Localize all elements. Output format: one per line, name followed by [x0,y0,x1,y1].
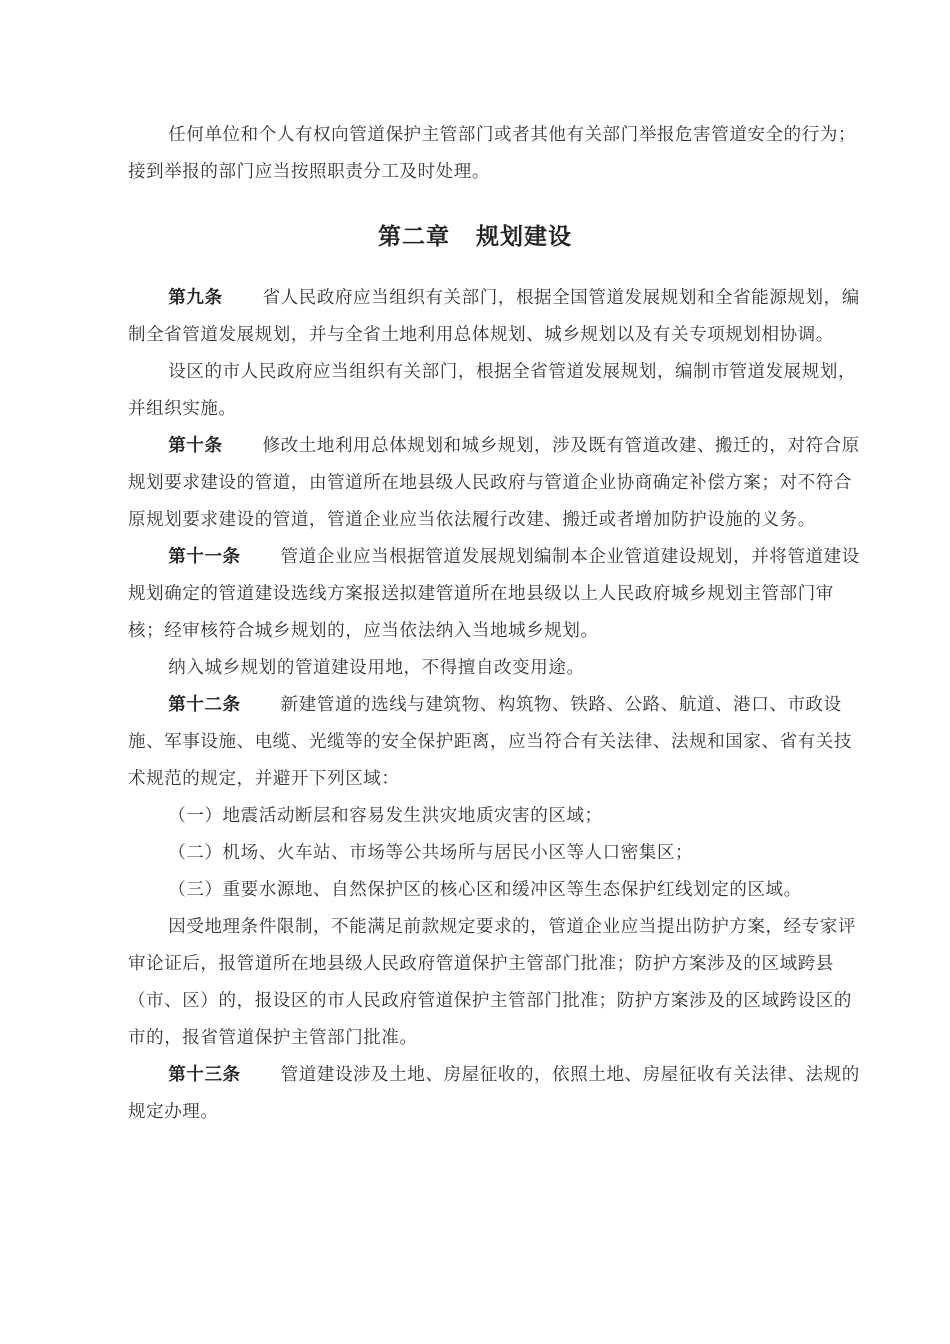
chapter-title: 规划建设 [476,224,572,250]
article-12-paragraph-2: 因受地理条件限制，不能满足前款规定要求的，管道企业应当提出防护方案，经专家评审论证后，报管道所在地县级人民政府管道保护主管部门批准；防护方案涉及的区域跨县（市、区）的，报设区的市人民政府管道保护主管部门批准；防护方案涉及的区域跨设区的市的，报省管道保护主管部门批准。 [128,917,857,1048]
chapter-heading [0,218,950,251]
article-12-number: 第十二条 [168,695,241,715]
article-10-number: 第十条 [168,436,223,456]
article-12-item-1: （一）地震活动断层和容易发生洪灾地质灾害的区域； [168,806,603,826]
article-12 [128,687,860,798]
article-12-text: 新建管道的选线与建筑物、构筑物、铁路、公路、航道、港口、市政设施、军事设施、电缆、光缆等的安全保护距离，应当符合有关法律、法规和国家、省有关技术规范的规定，并避开下列区域： [128,695,852,789]
chapter-number: 第二章 [378,224,450,250]
article-10 [128,428,860,539]
intro-paragraph: 任何单位和个人有权向管道保护主管部门或者其他有关部门举报危害管道安全的行为；接到举报的部门应当按照职责分工及时处理。 [128,125,857,182]
article-12-item-2: （二）机场、火车站、市场等公共场所与居民小区等人口密集区； [168,843,694,863]
articles-section [128,280,860,1131]
article-11-text: 管道企业应当根据管道发展规划编制本企业管道建设规划，并将管道建设规划确定的管道建设选线方案报送拟建管道所在地县级以上人民政府城乡规划主管部门审核；经审核符合城乡规划的，应当依法纳入当地城乡规划。 [128,547,860,641]
article-13 [128,1057,860,1131]
article-9-text: 省人民政府应当组织有关部门，根据全国管道发展规划和全省能源规划，编制全省管道发展规划，并与全省土地利用总体规划、城乡规划以及有关专项规划相协调。 [128,288,860,345]
article-11 [128,539,860,650]
article-11-paragraph-2: 纳入城乡规划的管道建设用地，不得擅自改变用途。 [168,658,585,678]
article-11-number: 第十一条 [168,547,241,567]
article-9-paragraph-2: 设区的市人民政府应当组织有关部门，根据全省管道发展规划，编制市管道发展规划，并组织实施。 [128,362,857,419]
article-9-number: 第九条 [168,288,223,308]
article-13-number: 第十三条 [168,1065,241,1085]
article-12-item-3: （三）重要水源地、自然保护区的核心区和缓冲区等生态保护红线划定的区域。 [168,880,802,900]
article-10-text: 修改土地利用总体规划和城乡规划，涉及既有管道改建、搬迁的，对符合原规划要求建设的管道，由管道所在地县级人民政府与管道企业协商确定补偿方案；对不符合原规划要求建设的管道，管道企业应当依法履行改建、搬迁或者增加防护设施的义务。 [128,436,860,530]
intro-section [128,117,860,191]
article-9 [128,280,860,354]
article-13-text: 管道建设涉及土地、房屋征收的，依照土地、房屋征收有关法律、法规的规定办理。 [128,1065,860,1122]
